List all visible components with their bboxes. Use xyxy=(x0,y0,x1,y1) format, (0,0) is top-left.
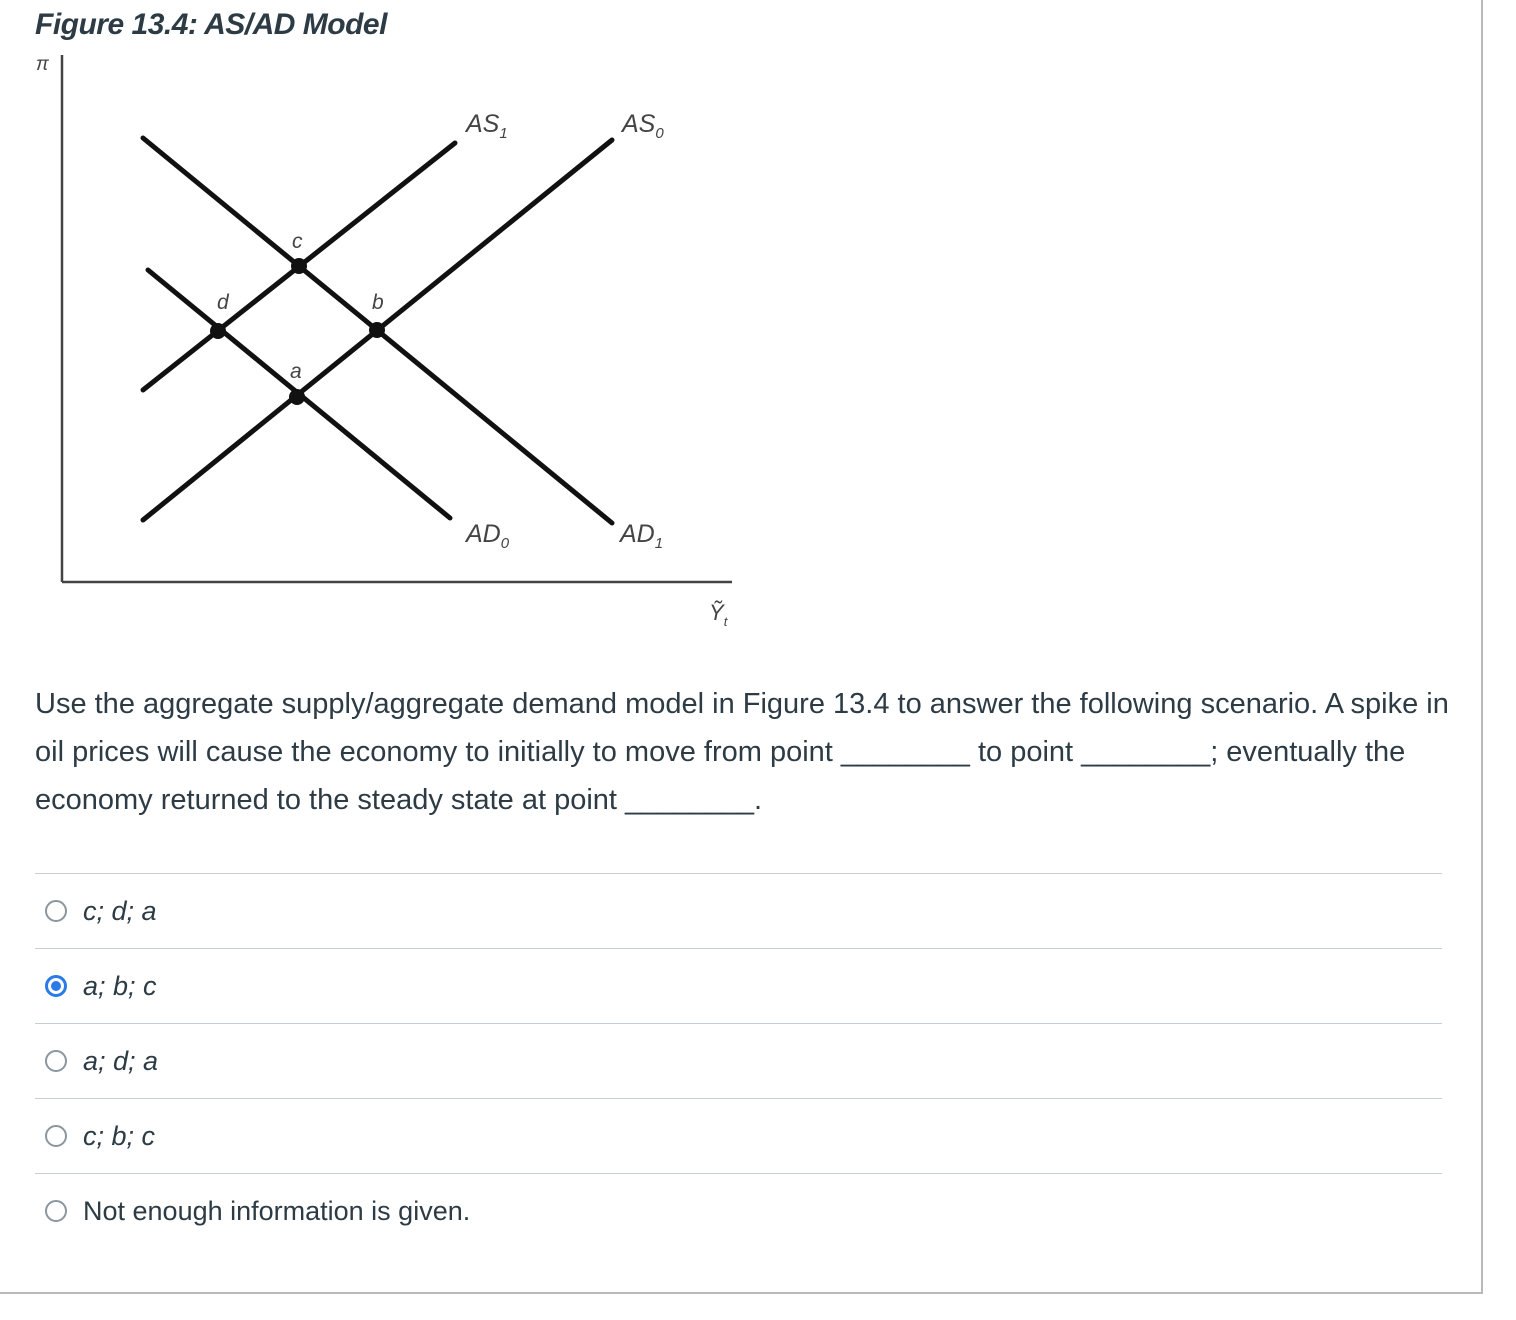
radio-button[interactable] xyxy=(45,1050,67,1072)
point-d xyxy=(210,323,226,339)
question-text: Use the aggregate supply/aggregate demand model in Figure 13.4 to answer the following scenario. A spike in oil prices will cause the economy to initially to move from point ________ to point ________; eventually the economy returned to the steady state at point ________. xyxy=(35,688,1449,816)
answer-option[interactable] xyxy=(35,873,1442,948)
x-axis-label: Ỹ$_t$ xyxy=(709,600,728,629)
point-a xyxy=(289,389,305,405)
ad0-label: $AD_0$ xyxy=(466,520,510,552)
radio-button[interactable] xyxy=(45,900,67,922)
answer-label: a; b; c xyxy=(83,970,157,1001)
figure-title: Figure 13.4: AS/AD Model xyxy=(35,8,387,41)
ad1-label: $AD_1$ xyxy=(620,520,664,552)
answer-option[interactable] xyxy=(35,1023,1442,1098)
answer-label: c; b; c xyxy=(83,1120,156,1151)
point-a-label: a xyxy=(290,360,302,383)
point-b-label: b xyxy=(372,291,384,314)
radio-button[interactable] xyxy=(45,1200,67,1222)
radio-button[interactable] xyxy=(45,1125,67,1147)
y-axis-label: π xyxy=(36,54,49,75)
answer-option[interactable] xyxy=(35,1098,1442,1173)
answer-label: a; d; a xyxy=(83,1045,159,1076)
point-c xyxy=(291,258,307,274)
point-d-label: d xyxy=(217,291,229,314)
answer-option[interactable] xyxy=(35,948,1442,1023)
point-c-label: c xyxy=(292,230,303,253)
answer-label: c; d; a xyxy=(83,895,157,926)
as0-label: $AS_0$ xyxy=(622,110,664,142)
answer-list xyxy=(35,873,1442,1248)
as-ad-diagram xyxy=(0,0,760,650)
point-b xyxy=(369,322,385,338)
answer-option[interactable] xyxy=(35,1173,1442,1248)
radio-button-selected[interactable] xyxy=(45,975,67,997)
answer-label: Not enough information is given. xyxy=(83,1195,471,1226)
as1-label: $AS_1$ xyxy=(466,110,508,142)
